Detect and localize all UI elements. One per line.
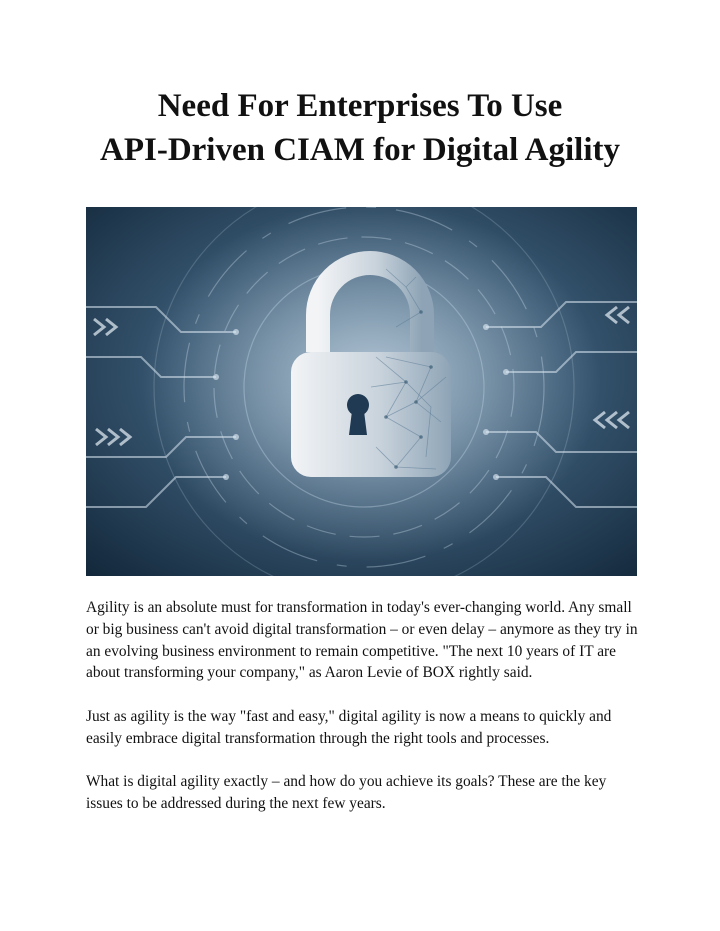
paragraph-3: What is digital agility exactly – and how do you achieve its goals? These are the key issues to be addressed during the next few years.: [86, 773, 607, 813]
paragraph-2: Just as agility is the way "fast and easy," digital agility is now a means to quickly and easily embrace digital transformation through the right tools and processes.: [86, 707, 612, 747]
paragraph-1: Agility is an absolute must for transformation in today's ever-changing world. Any small or big business can't avoid digital transformation – or even delay – anymore as they try in an evolving business environment to remain competitive. "The next 10 years of IT are about transforming your company," as Aaron Levie of BOX rightly said.: [86, 599, 638, 682]
page-title-line-1: Need For Enterprises To Use: [157, 88, 563, 124]
page-title: [0, 84, 720, 172]
padlock-illustration: [86, 207, 637, 576]
hero-image: [86, 207, 637, 576]
article-body: [86, 597, 646, 837]
page-title-line-2: API-Driven CIAM for Digital Agility: [100, 132, 620, 168]
